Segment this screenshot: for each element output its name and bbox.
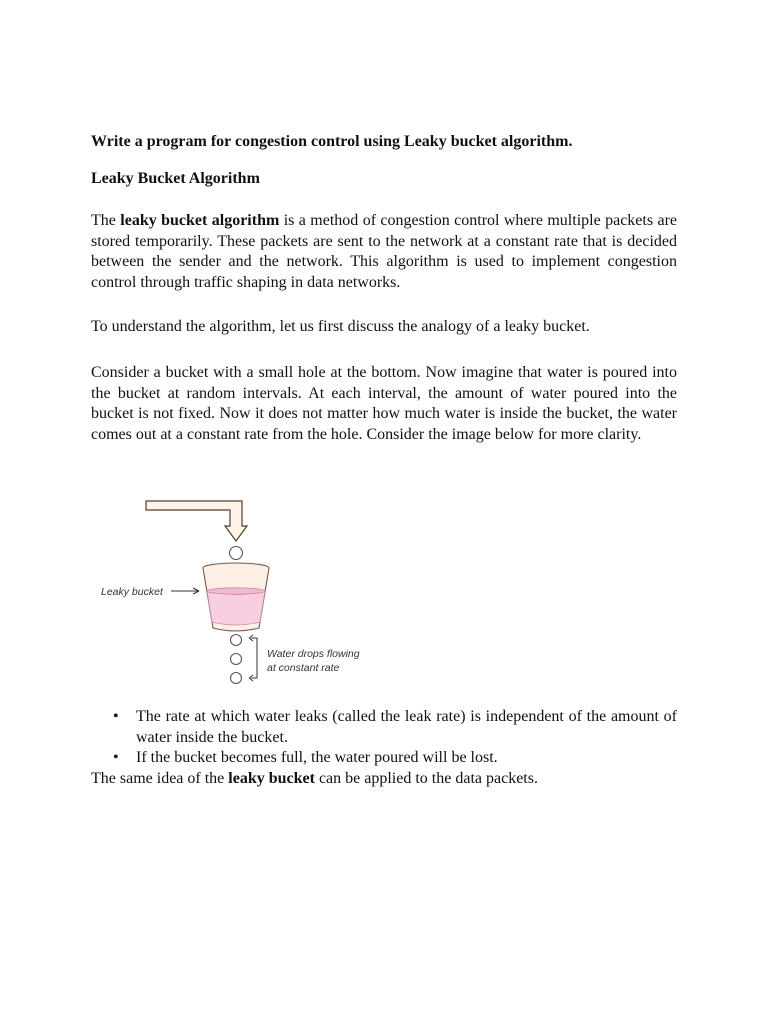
intro-pre: The	[91, 212, 121, 229]
bullet-text: The rate at which water leaks (called the leak rate) is independent of the amount of water inside the bucket.	[136, 708, 677, 746]
water-surface	[207, 588, 265, 594]
closing-bold-term: leaky bucket	[228, 770, 315, 787]
leaking-drop	[231, 635, 242, 646]
analogy-body-paragraph: Consider a bucket with a small hole at the bottom. Now imagine that water is poured into the bucket at random intervals. At each interval, the amount of water poured into the bucket is not fixed. Now it does not matter how much water is inside the bucket, the water comes out at a constant rate from the hole. Consider the image below for more clarity.	[91, 364, 677, 443]
leaky-bucket-diagram	[91, 488, 411, 693]
incoming-drop	[230, 547, 243, 560]
drops-bracket	[251, 638, 257, 678]
drops-label-line1: Water drops flowing	[267, 648, 360, 660]
closing-paragraph	[91, 769, 677, 790]
bullet-list	[91, 707, 677, 769]
intro-paragraph	[91, 211, 677, 293]
list-item	[91, 748, 677, 769]
document-title: Write a program for congestion control using Leaky bucket algorithm.	[91, 133, 573, 150]
drops-label-line2: at constant rate	[267, 662, 340, 674]
leaking-drop	[231, 654, 242, 665]
bucket-water	[207, 591, 265, 625]
closing-post: can be applied to the data packets.	[314, 770, 538, 787]
inflow-arrow	[146, 501, 247, 541]
bullet-marker: •	[113, 749, 119, 767]
intro-bold-term: leaky bucket algorithm	[120, 212, 280, 229]
bullet-text: If the bucket becomes full, the water poured will be lost.	[136, 749, 498, 767]
analogy-intro-paragraph: To understand the algorithm, let us first discuss the analogy of a leaky bucket.	[91, 318, 590, 335]
intro-post: is a method of congestion control where multiple packets are stored temporarily. These packets are sent to the network at a constant rate that is decided between the sender and the network. This algorithm is used to implement congestion control through traffic shaping in data networks.	[91, 212, 678, 291]
bullet-marker: •	[113, 708, 119, 725]
list-item	[91, 707, 677, 748]
section-heading: Leaky Bucket Algorithm	[91, 170, 260, 187]
bucket-label: Leaky bucket	[101, 586, 163, 598]
closing-pre: The same idea of the	[91, 770, 229, 787]
leaking-drop	[231, 673, 242, 684]
leaky-bucket-figure	[91, 488, 411, 693]
